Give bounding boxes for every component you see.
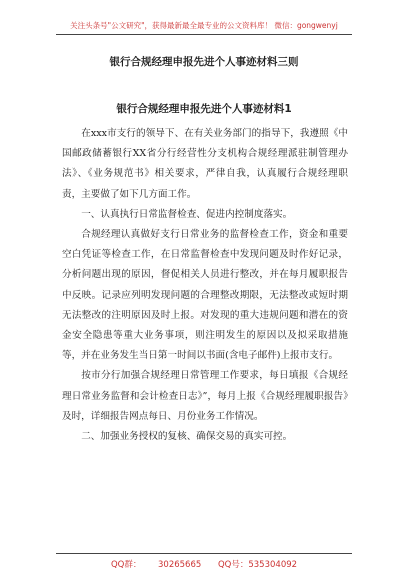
page-footer-contact: QQ群： 30265665 QQ号：535304092 xyxy=(110,560,298,570)
paragraph-heading-2: 二、加强业务授权的复核、确保交易的真实可控。 xyxy=(81,431,293,443)
footer-divider xyxy=(56,553,352,554)
header-divider xyxy=(56,34,352,35)
paragraph-supervision: 合规经理认真做好支行日常业务的监督检查工作，资金和重要空白凭证等检查工作，在日常监督检查中发现问题及时作好记录，分析问题出现的原因，督促相关人员进行整改，并在每月履职报告中反映。记录应列明发现问题的合理整改期限，无法整改或短时期无法整改的注明原因及时上报。对发现的重大违规问题和潜在的资金安全隐患等重大业务事项，则注明发生的原因以及拟采取措施等，并在业务发生当日第一时间以书面(含电子邮件)上报市支行。 xyxy=(62,229,348,362)
section-title: 银行合规经理申报先进个人事迹材料1 xyxy=(116,103,292,115)
document-title: 银行合规经理申报先进个人事迹材料三则 xyxy=(109,56,299,68)
paragraph-intro: 在xxx市支行的领导下、在有关业务部门的指导下，我遵照《中国邮政储蓄银行XX省分行经营性分支机构合规经理派驻制管理办法》、《业务规范书》相关要求，严律自我，认真履行合规经理职责，主要做了如下几方面工作。 xyxy=(62,128,348,200)
document-body xyxy=(62,124,348,447)
paragraph-heading-1: 一、认真执行日常监督检查、促进内控制度落实。 xyxy=(81,208,293,220)
paragraph-daily-reporting: 按市分行加强合规经理日常管理工作要求，每日填报《合规经理日常业务监督和会计检查日志》”，每月上报《合规经理履职报告》及时，详细报告网点每日、月份业务工作情况。 xyxy=(62,370,348,422)
page-header-notice: 关注头条号"公文研究"，获得最新最全最专业的公文资料库！ 微信：gongwenyj xyxy=(70,21,338,30)
